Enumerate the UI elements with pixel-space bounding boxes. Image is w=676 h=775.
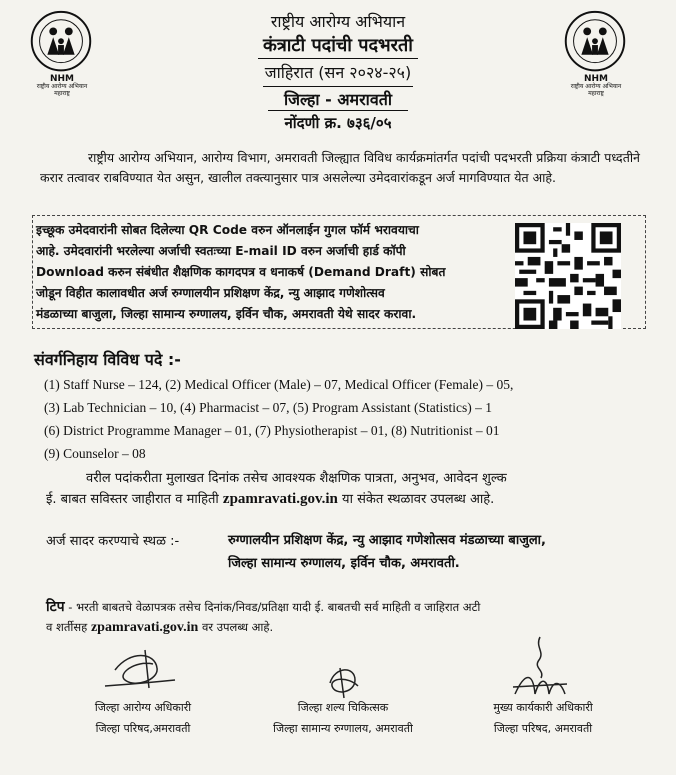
details-text: ई. बाबत सविस्तर जाहीरात व माहिती [46,492,223,507]
signatory-title-2: जिल्हा शल्य चिकित्सक [297,701,389,714]
intro-paragraph: राष्ट्रीय आरोग्य अभियान, आरोग्य विभाग, अमरावती जिल्ह्यात विविध कार्यक्रमांतर्गत पदांची पदभरती प्रक्रिया कंत्राटी पध्दतीने करार तत्वावर राबविण्यात येत असुन, खालील तक्त्यानुसार पात्र असलेल्या उमेदवारांकडून अर्ज मागविण्यात येत आहे. [40,150,640,185]
post-line: (6) District Programme Manager – 01, (7) Physiotherapist – 01, (8) Nutritionist – 01 [44,423,500,438]
signature-2 [320,658,370,703]
logo-sub2: महाराष्ट्र [54,90,70,97]
post-line: (3) Lab Technician – 10, (4) Pharmacist – 07, (5) Program Assistant (Statistics) – 1 [44,400,492,415]
signatory-office-1: जिल्हा परिषद,अमरावती [95,722,191,735]
header-underline-3 [268,110,408,111]
details-line-1: वरील पदांकरीता मुलाखत दिनांक तसेच आवश्यक शैक्षणिक पात्रता, अनुभव, आवेदन शुल्क [86,471,507,486]
note-line-1 [46,597,646,617]
signatory-office-2: जिल्हा सामान्य रुग्णालय, अमरावती [273,722,413,735]
signatory-title-3: मुख्य कार्यकारी अधिकारी [493,701,593,714]
post-line: (9) Counselor – 08 [44,446,146,461]
signatory-title-1: जिल्हा आरोग्य अधिकारी [94,701,192,714]
website-link[interactable]: zpamravati.gov.in [222,491,338,507]
place-line-1: रुग्णालयीन प्रशिक्षण केंद्र, न्यु आझाद गणेशोत्सव मंडळाच्या बाजुला, [228,533,546,548]
place-line-2: जिल्हा सामान्य रुग्णालय, इर्विन चौक, अमरावती. [228,556,460,571]
header-underline-1 [258,58,418,59]
note-label: टिप [46,599,65,615]
header-line-3: जाहिरात (सन २०२४-२५) [264,63,412,82]
qr-notice-line: Download करुन संबंधीत शैक्षणिक कागदपत्र व धनाकर्ष (Demand Draft) सोबत [36,265,446,279]
logo-sub2: महाराष्ट्र [588,90,604,97]
logo-sub1: राष्ट्रीय आरोग्य अभियान [36,83,88,90]
website-link[interactable]: zpamravati.gov.in [90,620,199,635]
logo-sub1: राष्ट्रीय आरोग्य अभियान [570,83,622,90]
qr-code-icon[interactable] [515,223,621,329]
note-text: व शर्तीसह [46,620,91,634]
place-label: अर्ज सादर करण्याचे स्थळ :- [46,534,180,549]
signatory-office-3: जिल्हा परिषद, अमरावती [493,722,593,735]
header-line-5: नोंदणी क्र. ७३६/०५ [284,114,392,132]
details-text: या संकेत स्थळावर उपलब्ध आहे. [337,492,495,507]
note-text: - भरती बाबतचे वेळापत्रक तसेच दिनांक/निवड/प्रतिक्षा यादी ई. बाबतची सर्व माहिती व जाहिरात अटी [64,600,481,614]
qr-notice-line: आहे. उमेदवारांनी भरलेल्या अर्जाची स्वतःच्या E-mail ID वरुन अर्जाची हार्ड कॉपी [36,244,406,258]
posts-title: संवर्गनिहाय विविध पदे :- [34,350,181,369]
qr-notice-line: इच्छूक उमेदवारांनी सोबत दिलेल्या QR Code वरुन ऑनलाईन गुगल फॉर्म भरावयाचा [36,223,419,237]
logo-caption: NHM [49,74,75,84]
details-line-2 [46,489,646,510]
signature-3 [505,632,575,707]
post-line: (1) Staff Nurse – 124, (2) Medical Officer (Male) – 07, Medical Officer (Female) – 05, [44,377,514,392]
header-line-1: राष्ट्रीय आरोग्य अभियान [270,12,406,31]
qr-notice-line: मंडळाच्या बाजुला, जिल्हा सामान्य रुग्णालय, इर्विन चौक, अमरावती येथे सादर करावा. [36,307,417,321]
header-underline-2 [263,86,413,87]
qr-notice-text [36,220,506,325]
header-line-4: जिल्हा - अमरावती [284,90,392,109]
signature-1 [95,640,185,700]
details-paragraph [46,468,646,510]
header-line-2: कंत्राटी पदांची पदभरती [263,35,413,56]
note-text: वर उपलब्ध आहे. [198,620,274,634]
qr-notice-line: जोडून विहीत कालावधीत अर्ज रुग्णालयीन प्रशिक्षण केंद्र, न्यु आझाद गणेशोत्सव [36,286,385,300]
logo-caption: NHM [583,74,609,84]
